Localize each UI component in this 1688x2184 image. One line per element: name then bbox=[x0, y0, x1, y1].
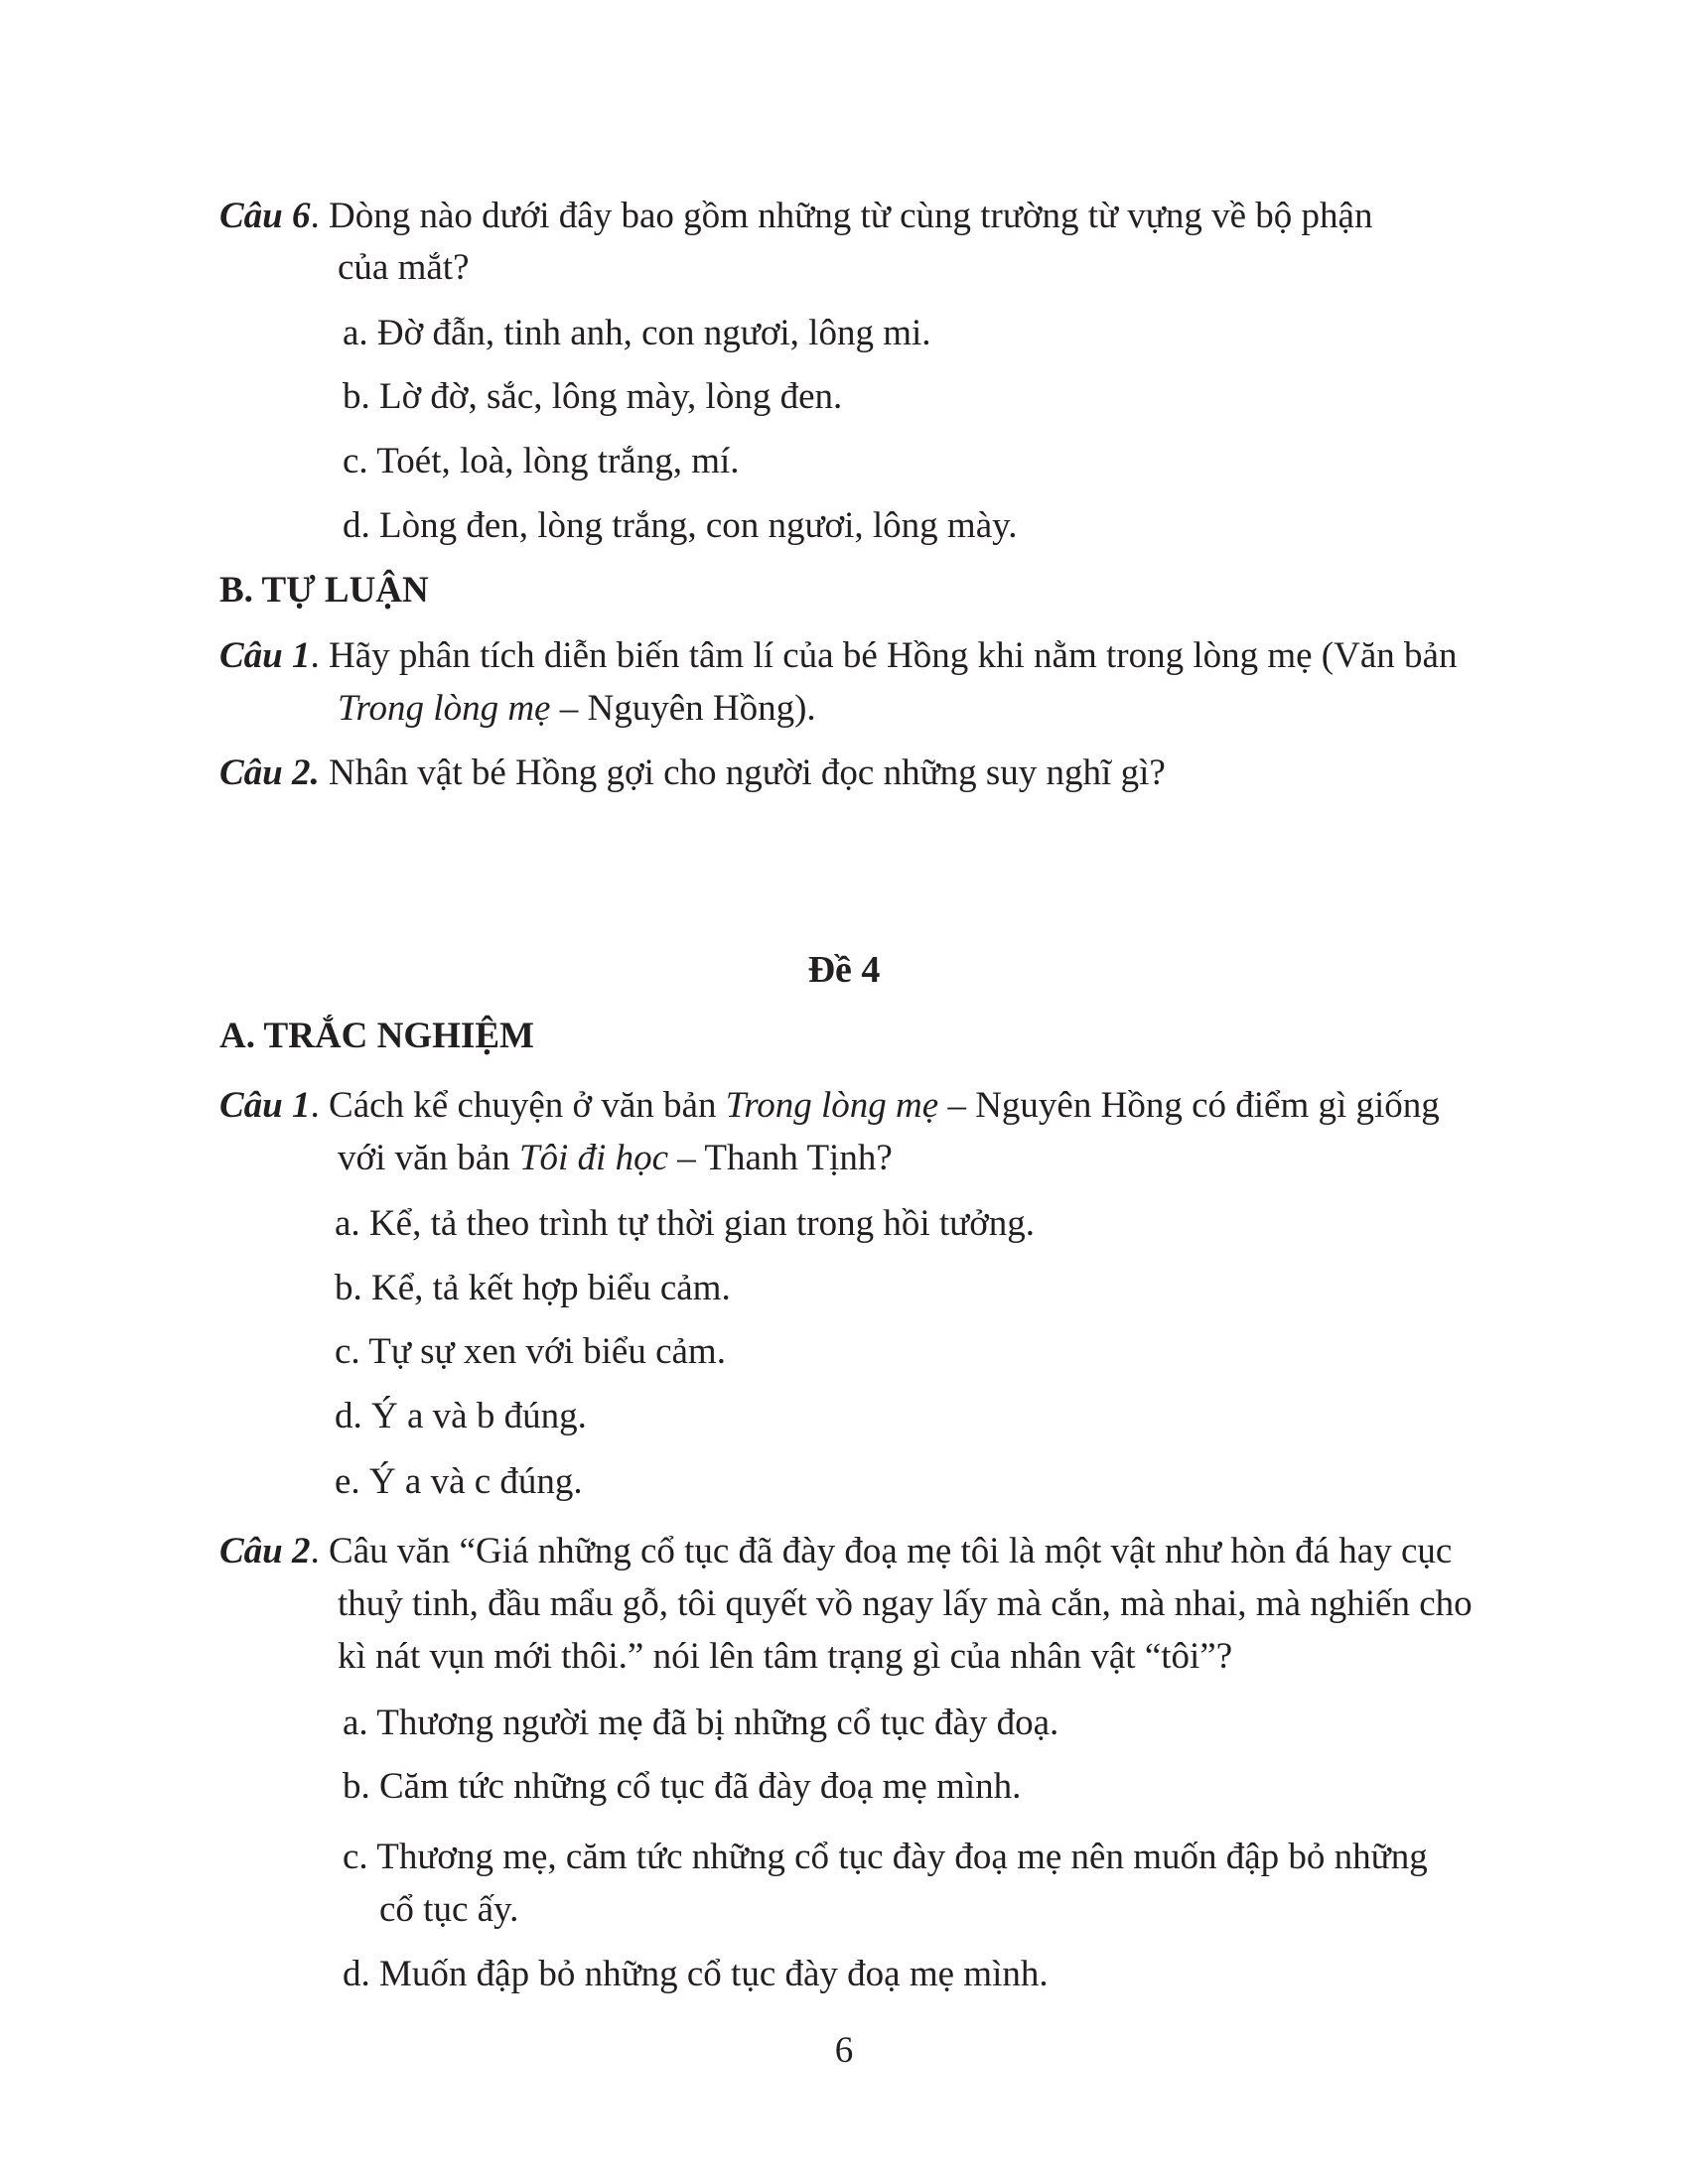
question-1 bbox=[219, 1087, 1440, 1124]
question-label: Câu 1 bbox=[219, 1085, 311, 1126]
page-number: 6 bbox=[834, 2030, 854, 2071]
option-b: b. Căm tức những cổ tục đã đày đoạ mẹ mình. bbox=[343, 1766, 1022, 1807]
question-text: . Câu văn “Giá những cổ tục đã đày đoạ mẹ tôi là một vật như hòn đá hay cục bbox=[310, 1531, 1453, 1571]
option-d: d. Lòng đen, lòng trắng, con ngươi, lông mày. bbox=[343, 505, 1018, 546]
option-b: b. Kể, tả kết hợp biểu cảm. bbox=[335, 1268, 731, 1308]
question-text: – Nguyên Hồng). bbox=[550, 688, 816, 729]
option-a: a. Thương người mẹ đã bị những cổ tục đày đoạ. bbox=[343, 1703, 1059, 1743]
question-6 bbox=[219, 198, 1372, 234]
question-text: . Dòng nào dưới đây bao gồm những từ cùng trường từ vựng về bộ phận bbox=[310, 196, 1373, 236]
option-d: d. Ý a và b đúng. bbox=[335, 1396, 587, 1436]
essay-question-1 bbox=[219, 637, 1457, 674]
essay-question-1-continuation bbox=[338, 690, 816, 727]
section-heading-essay: B. TỰ LUẬN bbox=[219, 570, 429, 611]
option-c: c. Toét, loà, lòng trắng, mí. bbox=[343, 441, 740, 481]
question-text: – Thanh Tịnh? bbox=[668, 1138, 893, 1178]
question-2-continuation: thuỷ tinh, đầu mẩu gỗ, tôi quyết vồ ngay lấy mà cắn, mà nhai, mà nghiến cho bbox=[338, 1583, 1473, 1624]
question-2-continuation: kì nát vụn mới thôi.” nói lên tâm trạng gì của nhân vật “tôi”? bbox=[338, 1636, 1233, 1677]
question-label: Câu 2 bbox=[219, 1531, 311, 1571]
question-text: với văn bản bbox=[338, 1138, 519, 1178]
exam-title: Đề 4 bbox=[807, 949, 881, 991]
option-c-continuation: cổ tục ấy. bbox=[379, 1889, 519, 1930]
question-label: Câu 6 bbox=[219, 196, 311, 236]
question-2 bbox=[219, 1533, 1452, 1570]
question-6-continuation: của mắt? bbox=[338, 247, 470, 288]
question-text: – Nguyên Hồng có điểm gì giống bbox=[938, 1085, 1440, 1126]
work-title: Trong lòng mẹ bbox=[338, 688, 551, 729]
question-text: . Cách kể chuyện ở văn bản bbox=[310, 1085, 726, 1126]
option-c: c. Tự sự xen với biểu cảm. bbox=[335, 1331, 726, 1372]
option-e: e. Ý a và c đúng. bbox=[335, 1461, 583, 1502]
option-b: b. Lờ đờ, sắc, lông mày, lòng đen. bbox=[343, 376, 843, 417]
question-1-continuation bbox=[338, 1140, 893, 1176]
work-title: Tôi đi học bbox=[518, 1138, 669, 1178]
question-label: Câu 2. bbox=[219, 752, 320, 793]
question-text: Nhân vật bé Hồng gợi cho người đọc những suy nghĩ gì? bbox=[319, 752, 1166, 793]
option-d: d. Muốn đập bỏ những cổ tục đày đoạ mẹ mình. bbox=[343, 1954, 1049, 1994]
option-a: a. Đờ đẫn, tinh anh, con ngươi, lông mi. bbox=[343, 313, 931, 353]
work-title: Trong lòng mẹ bbox=[725, 1085, 939, 1126]
question-label: Câu 1 bbox=[219, 635, 311, 676]
question-text: . Hãy phân tích diễn biến tâm lí của bé Hồng khi nằm trong lòng mẹ (Văn bản bbox=[310, 635, 1458, 676]
option-a: a. Kể, tả theo trình tự thời gian trong hồi tưởng. bbox=[335, 1203, 1036, 1244]
essay-question-2 bbox=[219, 754, 1166, 791]
section-heading-multiple-choice: A. TRẮC NGHIỆM bbox=[219, 1016, 534, 1056]
option-c: c. Thương mẹ, căm tức những cổ tục đày đoạ mẹ nên muốn đập bỏ những bbox=[343, 1837, 1428, 1877]
